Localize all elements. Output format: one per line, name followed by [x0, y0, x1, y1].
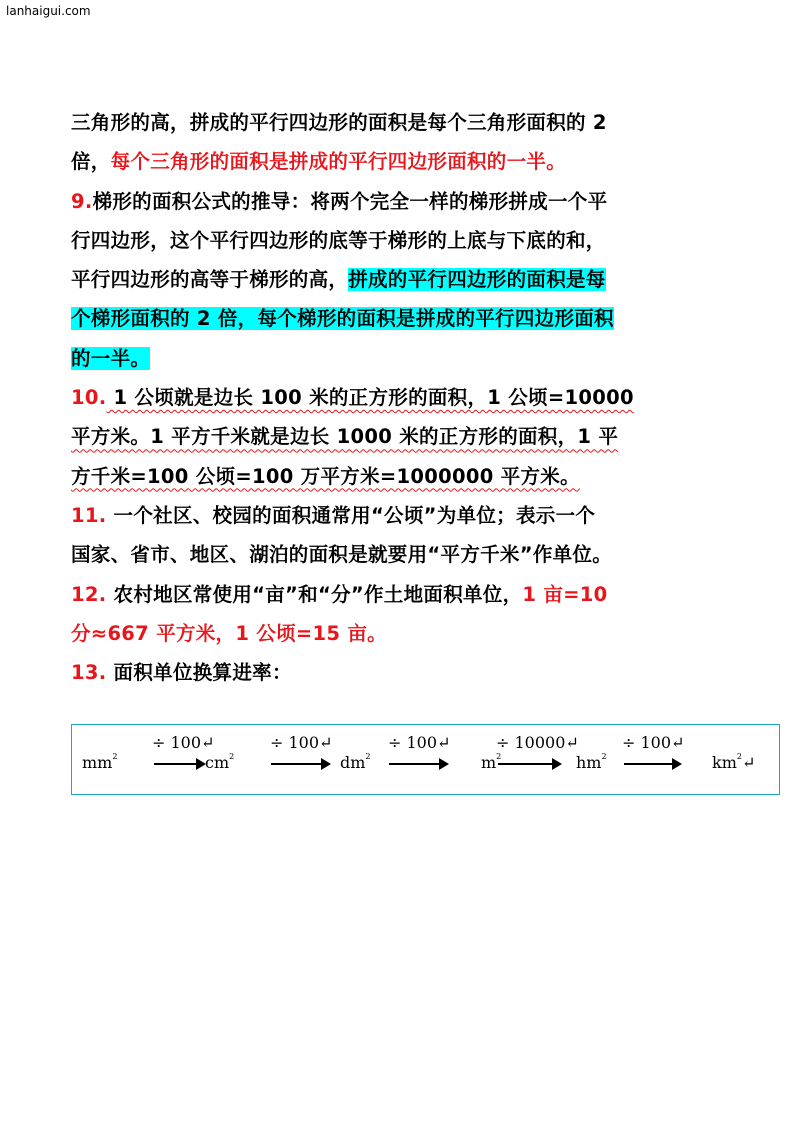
text-line-1: 三角形的高，拼成的平行四边形的面积是每个三角形面积的 2 — [71, 111, 607, 134]
unit-dm: $dm^2$ — [340, 751, 371, 772]
op-m-hm: ÷ 10000↵ — [496, 733, 579, 752]
item-10-line-1: 10. 1 公顷就是边长 100 米的正方形的面积，1 公顷=10000 — [71, 386, 634, 410]
arrow-mm-cm — [154, 763, 204, 765]
item-9-line-5: 的一半。 — [71, 346, 151, 370]
item-10-line-3: 方千米=100 公顷=100 万平方米=1000000 平方米。 — [71, 464, 580, 488]
op-dm-m: ÷ 100↵ — [388, 733, 451, 752]
item-10-line-2: 平方米。1 平方千米就是边长 1000 米的正方形的面积，1 平 — [71, 425, 619, 449]
item-9-line-2: 行四边形，这个平行四边形的底等于梯形的上底与下底的和， — [71, 228, 606, 252]
item-9-line-1: 9.梯形的面积公式的推导：将两个完全一样的梯形拼成一个平 — [71, 189, 608, 213]
item-9-line-3: 平行四边形的高等于梯形的高，拼成的平行四边形的面积是每 — [71, 268, 606, 292]
arrow-dm-m — [389, 763, 447, 765]
item-9-line-4: 个梯形面积的 2 倍，每个梯形的面积是拼成的平行四边形面积 — [71, 307, 614, 331]
document-body — [71, 103, 731, 692]
item-13-line-1: 13. 面积单位换算进率： — [71, 661, 292, 685]
unit-mm: $mm^2$ — [82, 751, 118, 772]
item-11-line-2: 国家、省市、地区、湖泊的面积是就要用“平方千米”作单位。 — [71, 543, 613, 567]
item-12-line-1: 12. 农村地区常使用“亩”和“分”作土地面积单位，1 亩=10 — [71, 582, 608, 606]
arrow-m-hm — [498, 763, 560, 765]
op-hm-km: ÷ 100↵ — [622, 733, 685, 752]
arrow-cm-dm — [271, 763, 329, 765]
op-cm-dm: ÷ 100↵ — [270, 733, 333, 752]
text-line-2: 倍，每个三角形的面积是拼成的平行四边形面积的一半。 — [71, 150, 567, 174]
op-mm-cm: ÷ 100↵ — [152, 733, 215, 752]
site-watermark: lanhaigui.com — [6, 4, 91, 18]
unit-km: $km^2↵$ — [712, 751, 756, 772]
unit-conversion-figure — [71, 724, 780, 795]
item-11-line-1: 11. 一个社区、校园的面积通常用“公顷”为单位；表示一个 — [71, 503, 596, 527]
item-12-line-2: 分≈667 平方米，1 公顷=15 亩。 — [71, 621, 387, 645]
unit-cm: $cm^2$ — [205, 751, 235, 772]
unit-hm: $hm^2$ — [576, 751, 607, 772]
unit-m: $m^2$ — [481, 751, 502, 772]
arrow-hm-km — [624, 763, 680, 765]
